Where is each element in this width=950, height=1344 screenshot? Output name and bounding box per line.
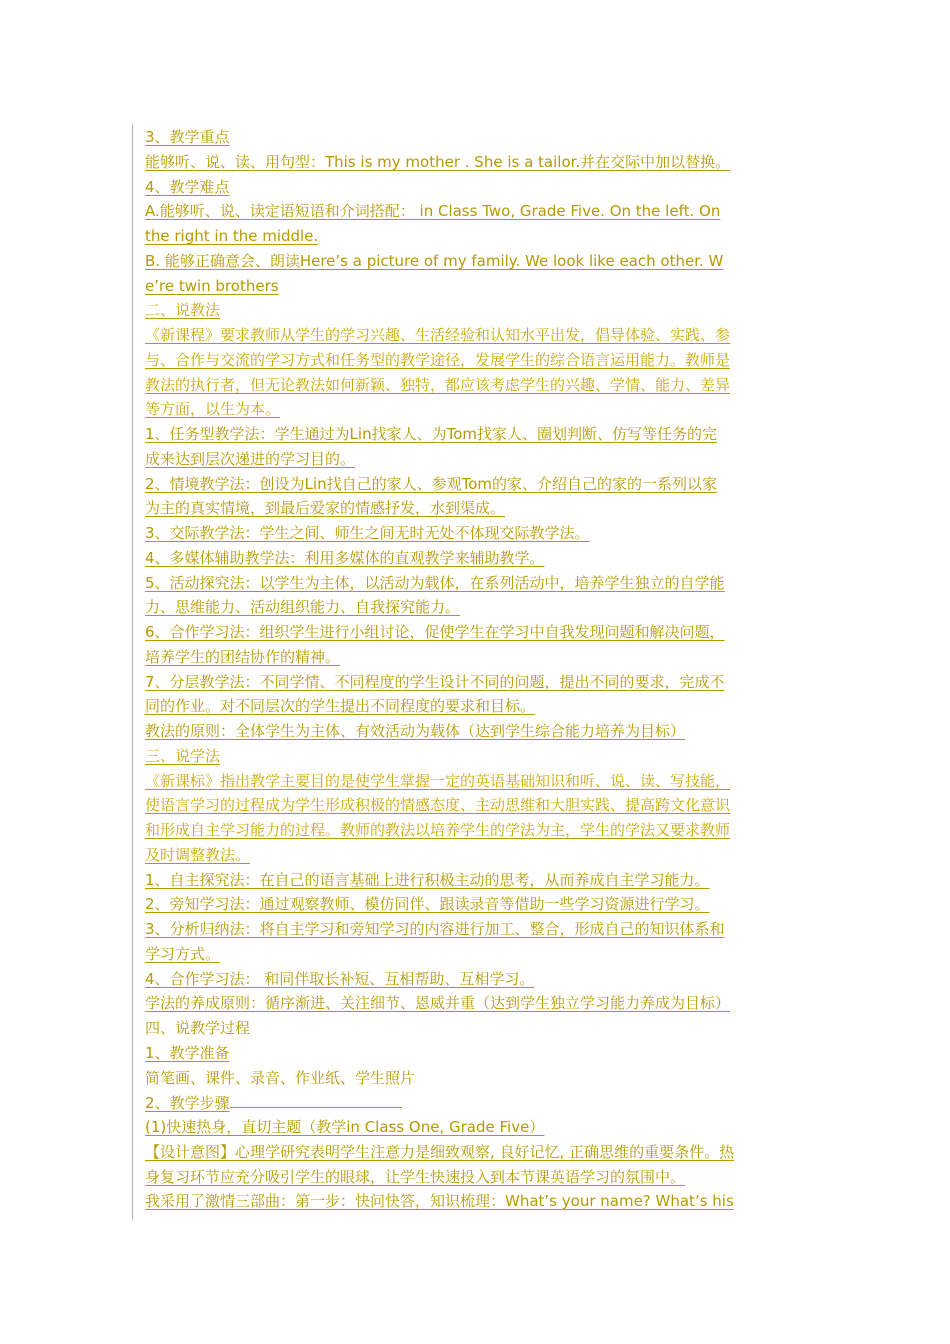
- text-line: e’re twin brothers: [145, 276, 279, 295]
- text-line: 和形成自主学习能力的过程。教师的教法以培养学生的学法为主，学生的学法又要求教师: [145, 821, 731, 839]
- text-line: 1、任务型教学法：学生通过为Lin找家人、为Tom找家人、圈划判断、仿写等任务的完: [145, 425, 717, 443]
- text-line: B. 能够正确意会、朗读Here’s a picture of my family. We look like each other. W: [145, 251, 724, 270]
- text-line: 简笔画、课件、录音、作业纸、学生照片: [145, 1068, 416, 1087]
- text-line: 能够听、说、读、用句型：This is my mother . She is a tailor.并在交际中加以替换。: [145, 152, 731, 171]
- text-line: 培养学生的团结协作的精神。: [145, 647, 341, 666]
- text-line: 教法的执行者，但无论教法如何新颖、独特，都应该考虑学生的兴趣、学情、能力、差异: [145, 375, 731, 394]
- text-line: A.能够听、说、读定语短语和介词搭配： in Class Two, Grade Five. On the left. On: [145, 202, 721, 221]
- section-heading: 四、说教学过程: [145, 1019, 251, 1037]
- text-line: 教法的原则：全体学生为主体、有效活动为载体（达到学生综合能力培养为目标）: [145, 722, 686, 740]
- text-line: 【设计意图】心理学研究表明学生注意力是细致观察, 良好记忆, 正确思维的重要条件。热: [145, 1142, 735, 1161]
- section-heading: 三、说学法: [145, 746, 221, 765]
- text-line: 等方面，以生为本。: [145, 400, 281, 419]
- text-line: 为主的真实情境，到最后爱家的情感抒发，水到渠成。: [145, 499, 506, 518]
- text-line: 及时调整教法。: [145, 845, 251, 864]
- text-line: 2、旁知学习法：通过观察教师、模仿同伴、跟读录音等借助一些学习资源进行学习。: [145, 895, 710, 914]
- text-line: 力、思维能力、活动组织能力、自我探究能力。: [145, 598, 461, 617]
- text-line: 《新课程》要求教师从学生的学习兴趣、生活经验和认知水平出发，倡导体验、实践、参: [145, 326, 731, 344]
- text-line: 7、分层教学法：不同学情、不同程度的学生设计不同的问题，提出不同的要求，完成不: [145, 672, 725, 691]
- text-line: 学习方式。: [145, 944, 221, 963]
- text-line: 1、教学准备: [145, 1043, 230, 1062]
- left-margin-rule: [132, 124, 133, 1220]
- text-line: 4、教学难点: [145, 177, 230, 196]
- section-heading: 二、说教法: [145, 301, 221, 320]
- text-line: 3、分析归纳法：将自主学习和旁知学习的内容进行加工、整合，形成自己的知识体系和: [145, 920, 725, 938]
- text-line: 5、活动探究法：以学生为主体，以活动为载体，在系列活动中，培养学生独立的自学能: [145, 573, 725, 592]
- text-line: 我采用了激情三部曲：第一步：快问快答，知识梳理：What’s your name? What’s his: [145, 1192, 734, 1211]
- text-line: 3、教学重点: [145, 128, 230, 146]
- text-line: 成来达到层次递进的学习目的。: [145, 449, 356, 468]
- text-line: 《新课标》指出教学主要目的是使学生掌握一定的英语基础知识和听、说、读、写技能，: [145, 771, 731, 790]
- underline-tail: [230, 1090, 402, 1108]
- text-line: 身复习环节应充分吸引学生的眼球，让学生快速投入到本节课英语学习的氛围中。: [145, 1167, 686, 1186]
- document-body: [145, 125, 807, 1214]
- text-line: the right in the middle.: [145, 227, 319, 245]
- text-line: 1、自主探究法：在自己的语言基础上进行积极主动的思考，从而养成自主学习能力。: [145, 870, 710, 889]
- text-line: 学法的养成原则：循序渐进、关注细节、恩威并重（达到学生独立学习能力养成为目标）: [145, 994, 731, 1013]
- text-line: (1)快速热身，直切主题（教学in Class One, Grade Five）: [145, 1118, 545, 1136]
- text-line: 4、合作学习法： 和同伴取长补短、互相帮助、互相学习。: [145, 969, 535, 988]
- text-line: 3、交际教学法：学生之间、师生之间无时无处不体现交际教学法。: [145, 524, 590, 542]
- text-line: 与、合作与交流的学习方式和任务型的教学途径，发展学生的综合语言运用能力。教师是: [145, 350, 731, 369]
- text-line: 使语言学习的过程成为学生形成积极的情感态度、主动思维和大胆实践、提高跨文化意识: [145, 796, 731, 815]
- text-line: 4、多媒体辅助教学法：利用多媒体的直观教学来辅助教学。: [145, 548, 545, 567]
- step-heading: 2、教学步骤: [145, 1094, 230, 1113]
- text-line: 6、合作学习法：组织学生进行小组讨论，促使学生在学习中自我发现问题和解决问题，: [145, 623, 725, 641]
- text-line: 2、情境教学法：创设为Lin找自己的家人、参观Tom的家、介绍自己的家的一系列以家: [145, 474, 717, 493]
- text-line: 同的作业。对不同层次的学生提出不同程度的要求和目标。: [145, 697, 536, 716]
- text-line: [145, 1090, 807, 1115]
